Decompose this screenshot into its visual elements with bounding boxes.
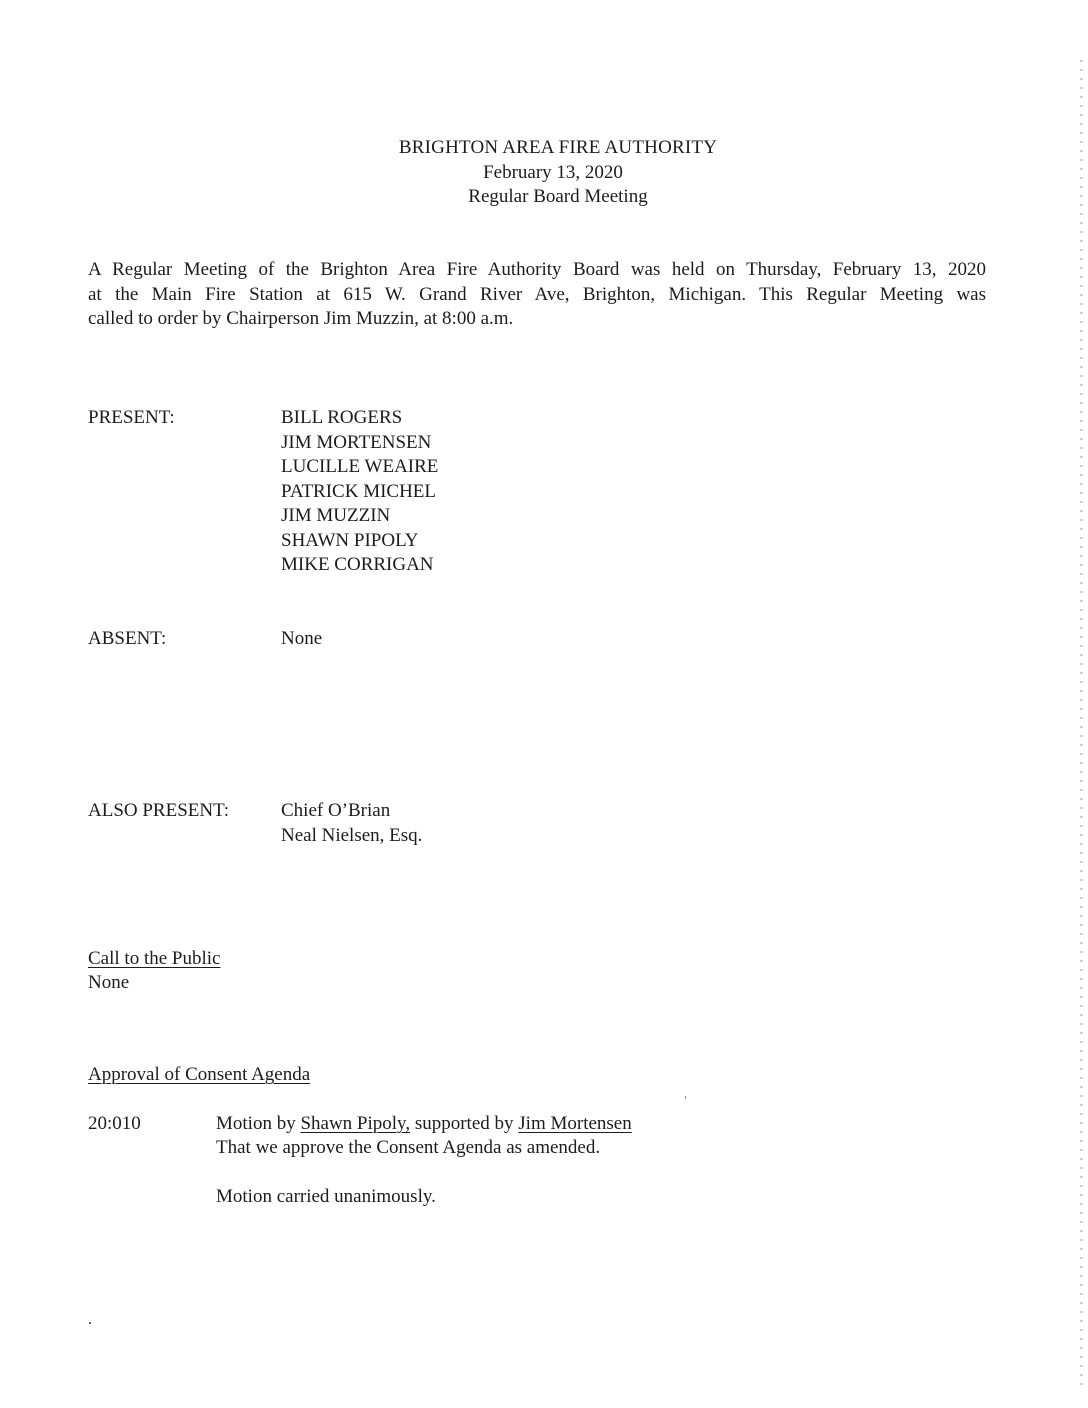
absent-value: None [281, 628, 323, 649]
motion-prefix: Motion by [216, 1113, 301, 1134]
document-header [0, 136, 1088, 210]
also-present-person: Neal Nielsen, Esq. [281, 824, 423, 846]
absent-label: ABSENT: [88, 628, 167, 649]
present-label: PRESENT: [88, 407, 175, 428]
present-member: BILL ROGERS [281, 407, 403, 428]
intro-paragraph [88, 258, 986, 332]
present-member: JIM MORTENSEN [281, 431, 432, 453]
present-members-list [281, 406, 438, 578]
supported-by: Jim Mortensen [518, 1113, 632, 1134]
scan-dot-artifact [89, 1322, 91, 1324]
intro-line: called to order by Chairperson Jim Muzzin, at 8:00 a.m. [88, 308, 514, 329]
motion-by: Shawn Pipoly, [300, 1113, 411, 1134]
also-present-person: Chief O’Brian [281, 800, 391, 821]
present-member: LUCILLE WEAIRE [281, 456, 439, 477]
call-to-public-heading: Call to the Public [88, 948, 221, 969]
call-to-public-value: None [88, 972, 130, 993]
intro-line: at the Main Fire Station at 615 W. Grand River Ave, Brighton, Michigan. This Regular Meeting was [88, 283, 986, 305]
present-member: SHAWN PIPOLY [281, 529, 419, 551]
motion-line [216, 1112, 632, 1137]
motion-number: 20:010 [88, 1113, 141, 1134]
supported-prefix: supported by [410, 1113, 519, 1134]
consent-agenda-heading: Approval of Consent Agenda [88, 1064, 311, 1085]
present-member: MIKE CORRIGAN [281, 554, 434, 575]
intro-line: A Regular Meeting of the Brighton Area Fire Authority Board was held on Thursday, February 13, 2020 [88, 259, 986, 280]
meeting-type: Regular Board Meeting [468, 186, 648, 207]
present-member: JIM MUZZIN [281, 505, 391, 526]
meeting-date: February 13, 2020 [483, 161, 623, 183]
motion-result: Motion carried unanimously. [216, 1186, 436, 1207]
scan-edge-artifact [1080, 60, 1083, 1390]
also-present-list [281, 799, 422, 848]
motion-text: That we approve the Consent Agenda as amended. [216, 1137, 601, 1158]
also-present-label: ALSO PRESENT: [88, 800, 230, 821]
organization-title: BRIGHTON AREA FIRE AUTHORITY [398, 137, 718, 158]
scan-tick-artifact [685, 1096, 686, 1099]
present-member: PATRICK MICHEL [281, 480, 437, 502]
